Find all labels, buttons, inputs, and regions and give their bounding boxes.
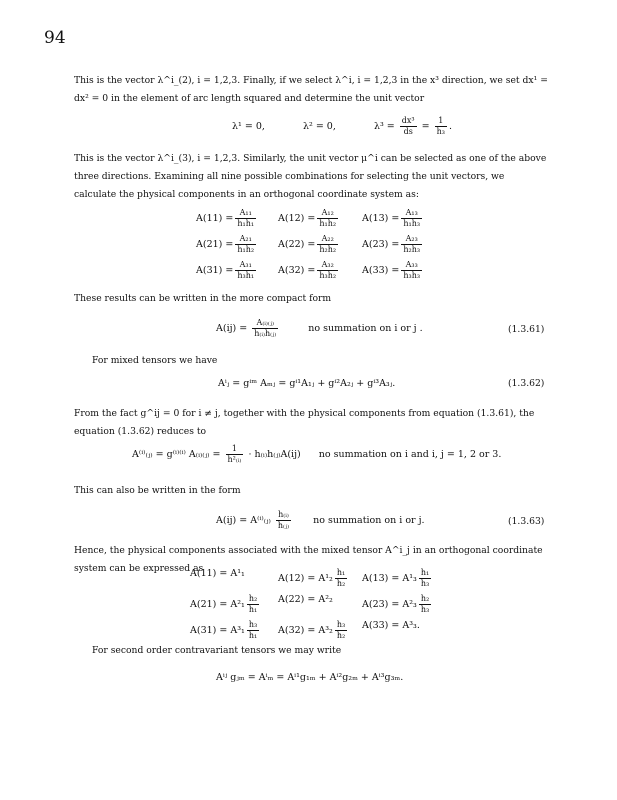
eq-lhs: A(23) = [362,239,400,250]
grid-equation [190,568,245,579]
grid-equation [278,260,340,281]
paragraph: These results can be written in the more compact form [74,293,332,304]
grid-equation [190,620,261,641]
equation-mixed: Aⁱⱼ = gⁱᵐ Aₘⱼ = gⁱ¹A₁ⱼ + gⁱ²A₂ⱼ + gⁱ³A₃ⱼ. [218,378,396,389]
eq-lhs: A(ij) = A⁽ⁱ⁾₍ⱼ₎ [216,515,271,526]
equation-number: (1.3.63) [508,516,545,527]
eq-part: = [421,121,430,132]
fraction: $\frac{\text{h₂}}{\text{h₃}}$ [420,594,430,614]
grid-equation [196,234,258,255]
fraction: $\frac{\text{A₂₃}}{\text{h₂h₃}}$ [403,234,421,254]
eq-lhs: A(13) = [362,213,400,224]
fraction: $\frac{\text{h₃}}{\text{h₂}}$ [336,620,346,640]
paragraph: From the fact g^ij = 0 for i ≠ j, together with the physical components from equation (1.3.61), the equation (1.3.62) reduces to [74,408,535,437]
grid-equation [362,620,420,631]
paragraph: For mixed tensors we have [92,355,218,366]
eq-lhs: A(12) = [278,213,316,224]
paragraph: Hence, the physical components associated with the mixed tensor A^i_j in an orthogonal coordinate system can be expressed as [74,545,543,574]
grid-equation [362,568,433,589]
grid-equation [362,208,424,229]
fraction: $\frac{1}{\text{h²₍ᵢ₎}}$ [227,444,242,464]
grid-equation [278,594,333,605]
paragraph: This is the vector λ^i_(3), i = 1,2,3. Similarly, the unit vector μ^i can be selected as one of the above three directions. Examining all nine possible combinations for selecting the unit vectors, we calculate the physical components in an orthogonal coordinate system as: [74,153,547,200]
eq-part: λ¹ = 0, [232,121,265,132]
eq-lhs: A(11) = [196,213,234,224]
eq-lhs: A(11) = A¹₁ [190,568,245,579]
grid-equation [196,208,258,229]
eq-note: no summation on i and i, j = 1, 2 or 3. [318,449,502,460]
eq-lhs: A⁽ⁱ⁾₍ⱼ₎ = g⁽ⁱ⁾⁽ⁱ⁾ A₍ᵢ₎₍ⱼ₎ = [132,449,221,460]
grid-equation [362,260,424,281]
fraction: $\frac{\text{A₍ᵢ₎₍ⱼ₎}}{\text{h₍ᵢ₎h₍ⱼ₎}}$ [254,318,277,338]
eq-lhs: A(33) = A³₃. [362,620,420,631]
eq-lhs: A(21) = A²₁ [190,599,245,610]
fraction: $\frac{\text{h₁}}{\text{h₂}}$ [336,568,346,588]
eq-lhs: A(32) = A³₂ [278,625,333,636]
equation-number: (1.3.61) [508,324,545,335]
paragraph: This can also be written in the form [74,485,241,496]
fraction: $\frac{\text{dx³}}{ds}$ [401,116,415,136]
eq-lhs: A(33) = [362,265,400,276]
fraction: $\frac{\text{A₂₁}}{\text{h₁h₂}}$ [237,234,255,254]
equation-lambda: λ¹ = 0, λ² = 0, λ³ = $\frac{\text{dx³}}{ds}$ = $\frac{1}{\text{h₃}}$ . [232,116,453,136]
eq-lhs: A(22) = [278,239,316,250]
eq-lhs: A(31) = [196,265,234,276]
fraction: $\frac{\text{A₁₂}}{\text{h₁h₂}}$ [319,208,337,228]
equation-reduce [132,444,501,465]
fraction: $\frac{\text{h₍ᵢ₎}}{\text{h₍ⱼ₎}}$ [277,510,290,530]
equation-compact [216,318,423,339]
eq-lhs: A(13) = A¹₃ [362,573,417,584]
equation-number: (1.3.62) [508,378,545,389]
grid-equation [190,594,261,615]
fraction: $\frac{\text{h₂}}{\text{h₁}}$ [248,594,258,614]
fraction: $\frac{\text{A₂₂}}{\text{h₂h₂}}$ [319,234,337,254]
eq-lhs: A(22) = A²₂ [278,594,333,605]
eq-part: λ² = 0, [302,121,336,132]
paragraph: This is the vector λ^i_(2), i = 1,2,3. Finally, if we select λ^i, i = 1,2,3 in the x³ direction, we set dx¹ = dx² = 0 in the element of arc length squared and determine the unit vector [74,75,548,104]
grid-equation [362,234,424,255]
fraction: $\frac{\text{A₁₃}}{\text{h₁h₃}}$ [403,208,421,228]
equation-contravariant: Aⁱʲ gⱼₘ = Aⁱₘ = Aⁱ¹g₁ₘ + Aⁱ²g₂ₘ + Aⁱ³g₃ₘ. [216,672,404,683]
grid-equation [278,234,340,255]
eq-lhs: A(12) = A¹₂ [278,573,333,584]
eq-note: no summation on i or j . [308,323,423,334]
grid-equation [278,208,340,229]
eq-lhs: A(32) = [278,265,316,276]
eq-note: no summation on i or j. [313,515,425,526]
eq-lhs: A(31) = A³₁ [190,625,245,636]
eq-part: · h₍ᵢ₎h₍ⱼ₎A(ij) [248,449,301,460]
eq-part: λ³ = [373,121,395,132]
fraction: $\frac{\text{A₁₁}}{\text{h₁h₁}}$ [237,208,255,228]
fraction: $\frac{1}{\text{h₃}}$ [436,116,446,136]
eq-lhs: A(21) = [196,239,234,250]
fraction: $\frac{\text{A₃₁}}{\text{h₃h₁}}$ [237,260,255,280]
grid-equation [278,620,349,641]
page-number: 94 [44,28,66,48]
eq-lhs: A(23) = A²₃ [362,599,417,610]
grid-equation [278,568,349,589]
grid-equation [362,594,433,615]
equation-form [216,510,425,531]
fraction: $\frac{\text{A₃₂}}{\text{h₃h₂}}$ [319,260,337,280]
eq-lhs: A(ij) = [216,323,248,334]
paragraph: For second order contravariant tensors we may write [92,645,342,656]
fraction: $\frac{\text{h₁}}{\text{h₃}}$ [420,568,430,588]
grid-equation [196,260,258,281]
fraction: $\frac{\text{A₃₃}}{\text{h₃h₃}}$ [403,260,421,280]
fraction: $\frac{\text{h₃}}{\text{h₁}}$ [248,620,258,640]
